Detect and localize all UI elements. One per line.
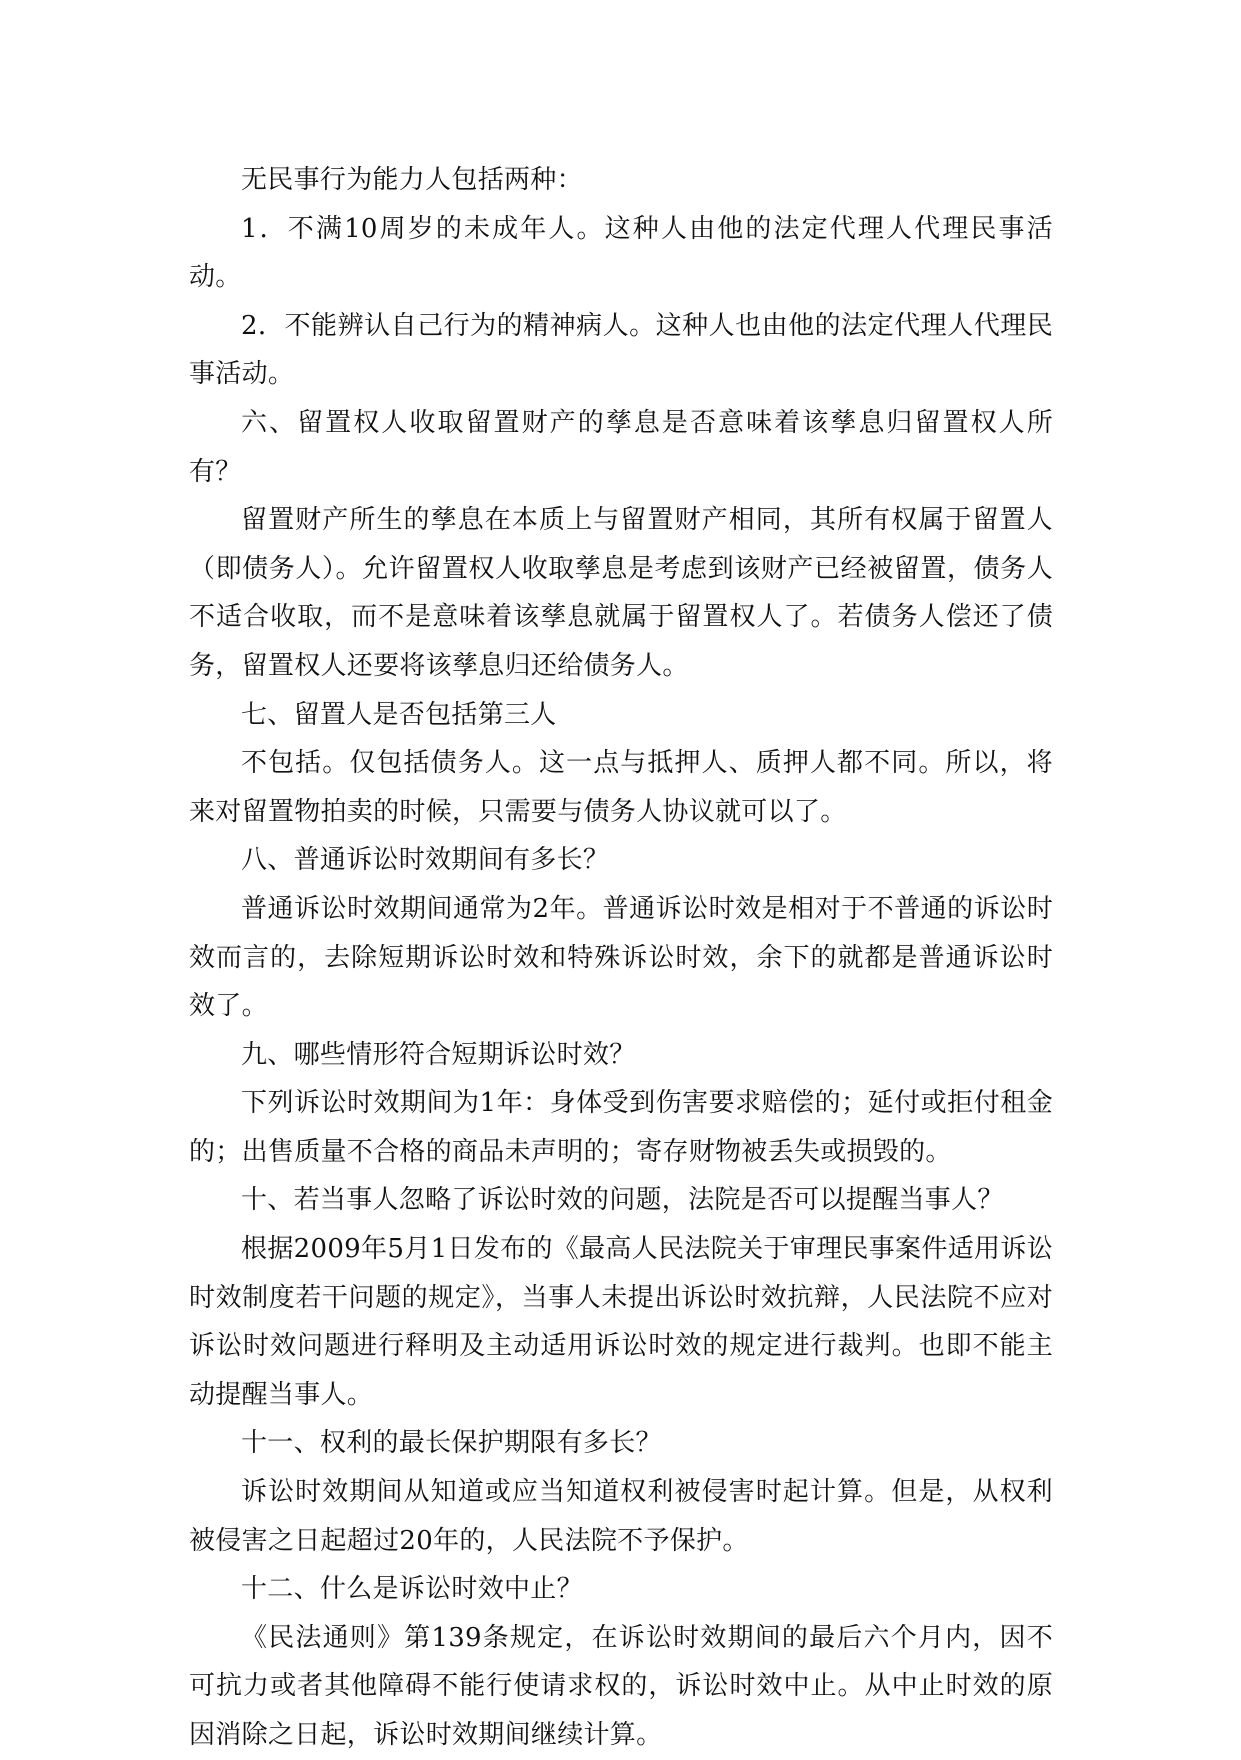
answer-10: 根据2009年5月1日发布的《最高人民法院关于审理民事案件适用诉讼时效制度若干问题的规定》，当事人未提出诉讼时效抗辩，人民法院不应对诉讼时效问题进行释明及主动适用诉讼时效的规定进行裁判。也即不能主动提醒当事人。	[189, 1234, 1053, 1410]
heading-9: 九、哪些情形符合短期诉讼时效？	[241, 1039, 636, 1070]
answer-9: 下列诉讼时效期间为1年：身体受到伤害要求赔偿的；延付或拒付租金的；出售质量不合格的商品未声明的；寄存财物被丢失或损毁的。	[189, 1088, 1053, 1167]
heading-11: 十一、权利的最长保护期限有多长？	[241, 1428, 662, 1459]
answer-12: 《民法通则》第139条规定，在诉讼时效期间的最后六个月内，因不可抗力或者其他障碍不能行使请求权的，诉讼时效中止。从中止时效的原因消除之日起，诉讼时效期间继续计算。	[189, 1622, 1053, 1750]
list-item-2: 2．不能辨认自己行为的精神病人。这种人也由他的法定代理人代理民事活动。	[189, 310, 1053, 390]
heading-8: 八、普通诉讼时效期间有多长？	[241, 845, 610, 876]
heading-12: 十二、什么是诉讼时效中止？	[241, 1574, 583, 1605]
list-item-1: 1．不满10周岁的未成年人。这种人由他的法定代理人代理民事活动。	[189, 213, 1053, 293]
document-body	[189, 156, 1053, 1760]
answer-11: 诉讼时效期间从知道或应当知道权利被侵害时起计算。但是，从权利被侵害之日起超过20年的，人民法院不予保护。	[189, 1477, 1053, 1556]
paragraph-intro: 无民事行为能力人包括两种：	[241, 165, 583, 195]
heading-6: 六、留置权人收取留置财产的孳息是否意味着该孳息归留置权人所有？	[189, 407, 1053, 487]
heading-7: 七、留置人是否包括第三人	[241, 699, 557, 730]
answer-6: 留置财产所生的孳息在本质上与留置财产相同，其所有权属于留置人（即债务人）。允许留置权人收取孳息是考虑到该财产已经被留置，债务人不适合收取，而不是意味着该孳息就属于留置权人了。若债务人偿还了债务，留置权人还要将该孳息归还给债务人。	[189, 505, 1053, 681]
heading-10: 十、若当事人忽略了诉讼时效的问题，法院是否可以提醒当事人？	[241, 1185, 1004, 1216]
answer-8: 普通诉讼时效期间通常为2年。普通诉讼时效是相对于不普通的诉讼时效而言的，去除短期诉讼时效和特殊诉讼时效，余下的就都是普通诉讼时效了。	[189, 893, 1053, 1022]
answer-7: 不包括。仅包括债务人。这一点与抵押人、质押人都不同。所以，将来对留置物拍卖的时候，只需要与债务人协议就可以了。	[189, 748, 1053, 827]
